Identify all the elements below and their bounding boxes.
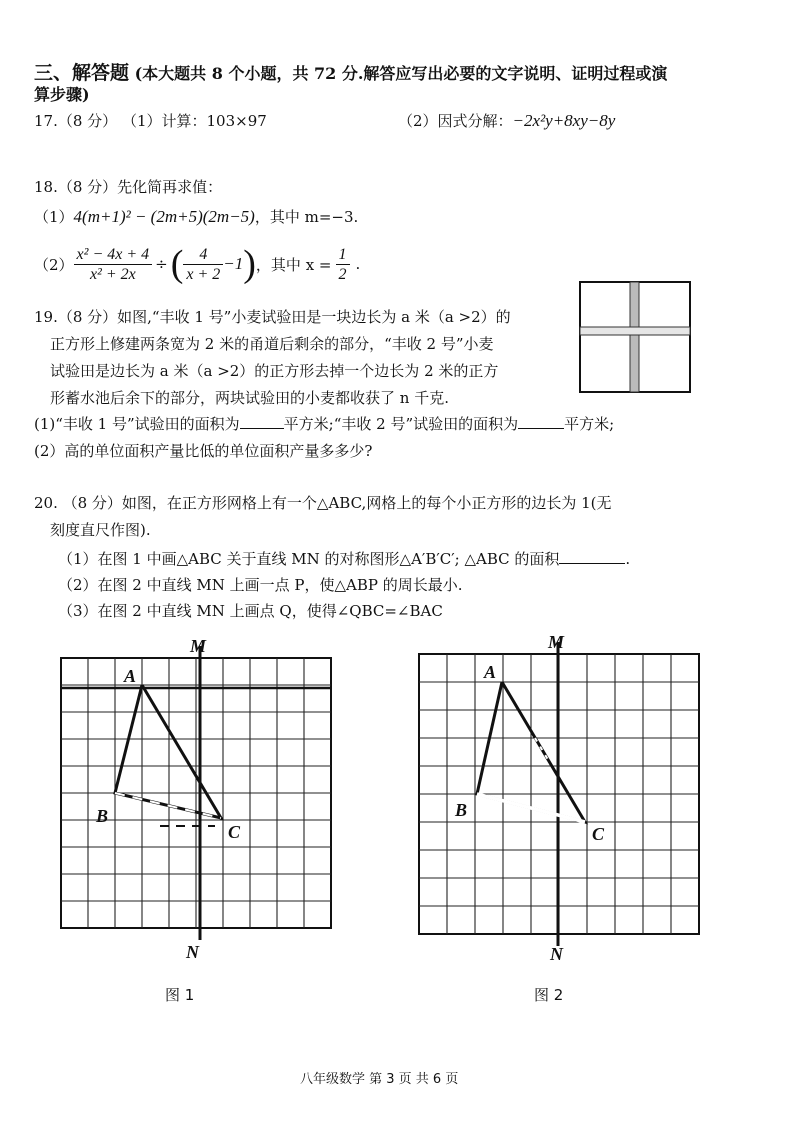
q20-part2: （2）在图 2 中直线 MN 上画一点 P，使△ABP 的周长最小. (58, 576, 463, 594)
q19-part1 (34, 413, 614, 434)
q17-part2-label: （2）因式分解： (398, 112, 513, 130)
q19-field-figure (578, 280, 692, 394)
vertical-path (630, 282, 639, 392)
q19-part2: (2）高的单位面积产量比低的单位面积产量多多少? (34, 442, 373, 460)
q18-part2 (34, 240, 360, 288)
q18-minus-one: −1 (223, 254, 244, 273)
section-header (34, 58, 667, 85)
q19-line1: 19.（8 分）如图,“丰收 1 号”小麦试验田是一块边长为 a 米（a >2）的 (34, 308, 511, 326)
q20-line2: 刻度直尺作图). (50, 521, 151, 539)
q17-part2 (398, 110, 615, 131)
q17-row (34, 110, 267, 131)
fig1-label-n: N (186, 942, 199, 962)
q18-period: . (355, 255, 361, 273)
fig1-triangle-abc (115, 685, 221, 818)
figure-1 (40, 628, 350, 973)
fig1-label-c: C (228, 822, 241, 842)
fig2-label-a: A (484, 662, 497, 682)
q18-part1-cond: ，其中 m=−3. (254, 208, 359, 226)
q18-paren-left: ( (170, 243, 184, 285)
q19-line4: 形蓄水池后余下的部分，两块试验田的小麦都收获了 n 千克. (50, 389, 449, 407)
q20-part1-b: . (625, 550, 631, 568)
q18-div: ÷ (155, 255, 168, 273)
q20-blank (559, 549, 625, 564)
section-title: 三、解答题 (34, 62, 130, 84)
q17-number: 17.（8 分） (34, 112, 118, 130)
q19-line2: 正方形上修建两条宽为 2 米的甬道后剩余的部分，“丰收 2 号”小麦 (50, 335, 494, 353)
q18-part1-expr: 4(m+1)² − (2m+5)(2m−5) (73, 207, 255, 226)
fig1-grid (61, 658, 331, 928)
q18-frac1-den: x² + 2x (89, 265, 136, 283)
fig2-label-b: B (455, 800, 468, 820)
q17-part1: （1）计算：103×97 (121, 112, 267, 130)
q20-part1-a: （1）在图 1 中画△ABC 关于直线 MN 的对称图形△A′B′C′; △ABC 的面积 (58, 550, 560, 568)
q18-x-den: 2 (338, 265, 347, 283)
q19-part1-a: (1)“丰收 1 号”试验田的面积为 (34, 415, 240, 433)
fig1-label-b: B (96, 806, 109, 826)
q20-part1 (58, 548, 630, 569)
page-footer: 八年级数学 第 3 页 共 6 页 (300, 1072, 459, 1087)
q18-frac2 (183, 245, 223, 284)
q18-x-frac (336, 245, 350, 284)
q18-part1-label: （1） (34, 208, 74, 226)
fig1-label-m: M (190, 636, 207, 656)
q18-frac2-den: x + 2 (186, 265, 221, 283)
q17-part2-expr: −2x²y+8xy−8y (512, 111, 616, 130)
horizontal-path (580, 327, 690, 335)
fig1-caption: 图 1 (165, 986, 195, 1004)
fig2-label-n: N (550, 944, 563, 964)
fig2-label-m: M (548, 632, 565, 652)
q18-part2-label: （2） (34, 255, 74, 274)
q18-part1 (34, 206, 358, 227)
q19-part1-b: 平方米;“丰收 2 号”试验田的面积为 (283, 415, 519, 433)
q19-part1-c: 平方米; (564, 415, 615, 433)
fig1-label-a: A (124, 666, 137, 686)
q19-blank1 (240, 414, 284, 429)
q18-frac2-num: 4 (183, 245, 223, 265)
section-instruction-line2: 算步骤) (34, 85, 90, 104)
q18-frac1 (74, 245, 153, 284)
q18-frac1-num: x² − 4x + 4 (74, 245, 153, 265)
q20-part3: （3）在图 2 中直线 MN 上画点 Q，使得∠QBC=∠BAC (58, 602, 443, 620)
q18-header: 18.（8 分）先化简再求值： (34, 178, 223, 196)
q19-line3: 试验田是边长为 a 米（a >2）的正方形去掉一个边长为 2 米的正方 (50, 362, 499, 380)
figure-2 (400, 628, 710, 973)
fig2-caption: 图 2 (534, 986, 564, 1004)
section-instruction-line1: (本大题共 8 个小题，共 72 分.解答应写出必要的文字说明、证明过程或演 (134, 64, 668, 83)
q19-blank2 (518, 414, 564, 429)
q18-paren-right: ) (243, 243, 256, 285)
q20-line1: 20. （8 分）如图，在正方形网格上有一个△ABC,网格上的每个小正方形的边长为 1(无 (34, 494, 612, 512)
q18-part2-cond: ，其中 x = (255, 255, 332, 274)
fig2-label-c: C (592, 824, 605, 844)
q18-x-num: 1 (336, 245, 350, 265)
